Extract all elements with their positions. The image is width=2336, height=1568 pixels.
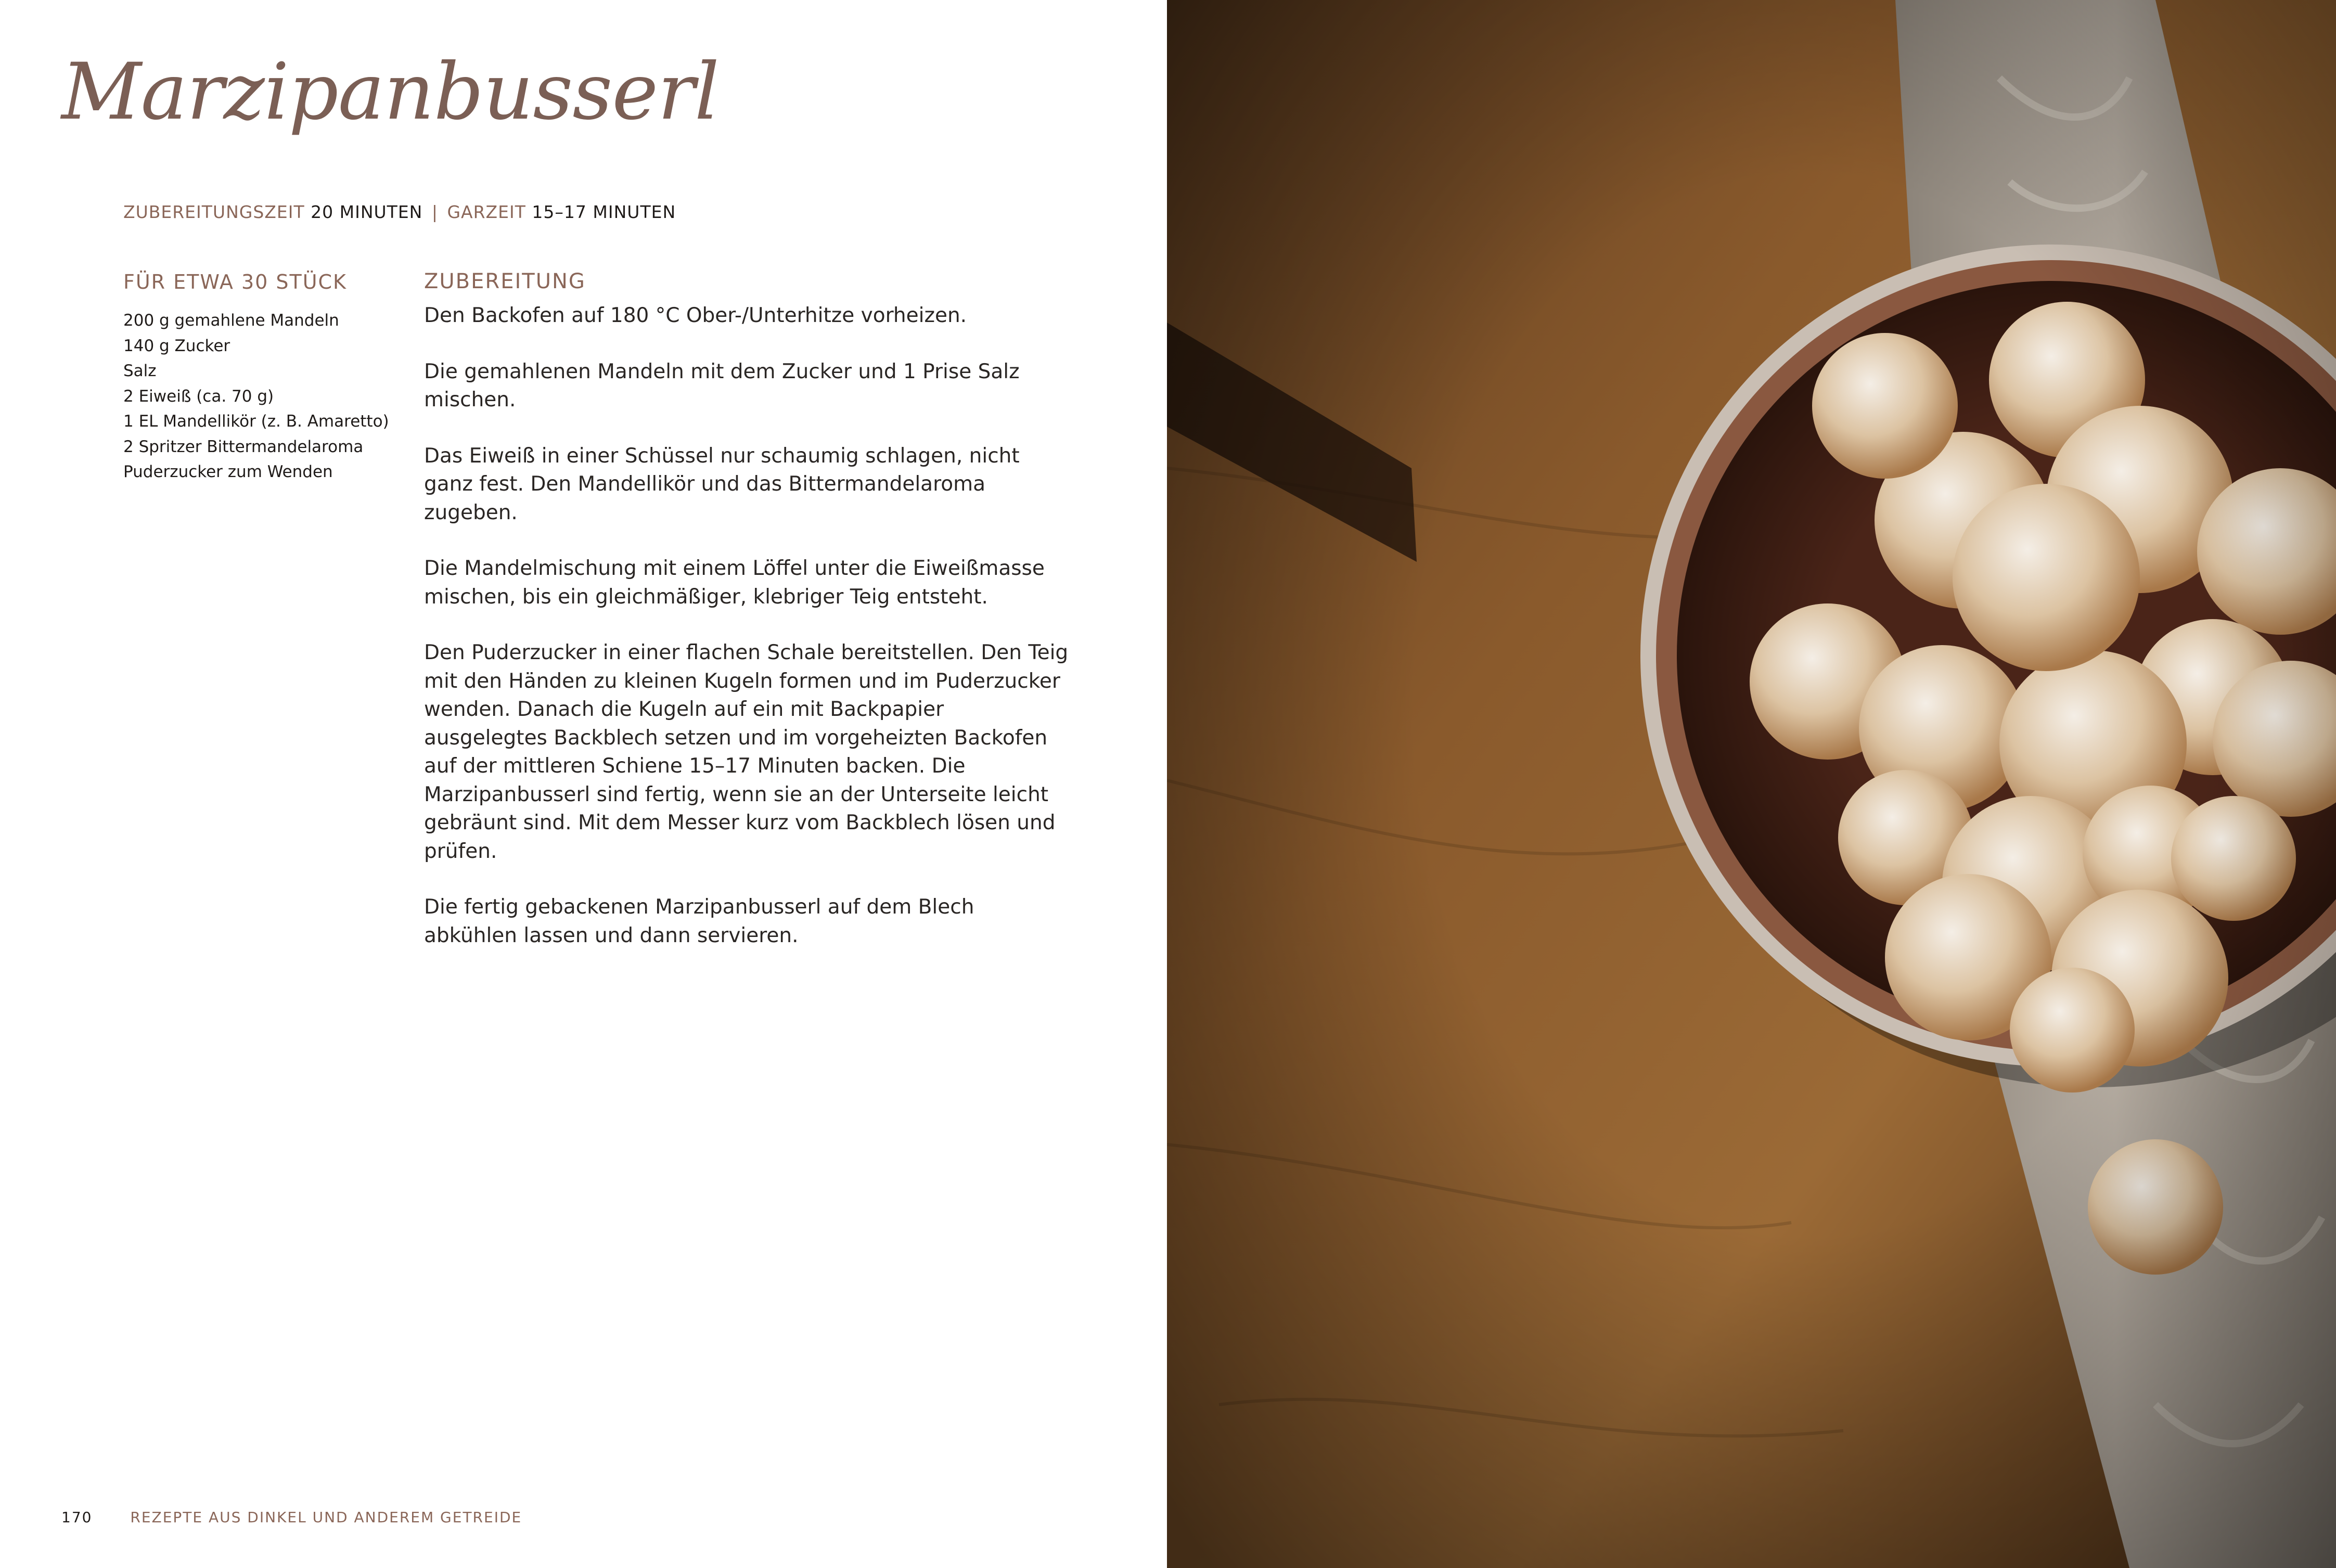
preparation-step: Den Backofen auf 180 °C Ober-/Unterhitze vorheizen. — [424, 304, 967, 327]
preparation-step: Die fertig gebackenen Marzipanbusserl auf dem Blech abkühlen lassen und dann servieren. — [424, 895, 974, 947]
time-separator: | — [431, 202, 438, 222]
ingredient-item: 140 g Zucker — [123, 336, 230, 355]
page-footer — [61, 1509, 522, 1526]
prep-time-value: 20 MINUTEN — [311, 202, 423, 222]
running-title: REZEPTE AUS DINKEL UND ANDEREM GETREIDE — [130, 1509, 522, 1526]
ingredient-item: Puderzucker zum Wenden — [123, 462, 333, 481]
preparation-step: Den Puderzucker in einer flachen Schale bereitstellen. Den Teig mit den Händen zu kleinen Kugeln formen und im Puderzucker wenden. Danach die Kugeln auf ein mit Backpapier ausgelegtes Backblech setzen und im vorgeheizten Backofen auf der mittleren Schiene 15–17 Minuten backen. Die Marzipanbusserl sind fertig, wenn sie an der Unterseite leicht gebräunt sind. Mit dem Messer kurz vom Backblech lösen und prüfen. — [424, 641, 1069, 863]
ingredient-item: Salz — [123, 362, 157, 380]
ingredient-item: 2 Eiweiß (ca. 70 g) — [123, 387, 274, 406]
preparation-step: Die Mandelmischung mit einem Löffel unter die Eiweißmasse mischen, bis ein gleichmäßiger, klebriger Teig entsteht. — [424, 557, 1045, 609]
ingredients-heading: FÜR ETWA 30 STÜCK — [123, 271, 347, 293]
recipe-title: Marzipanbusserl — [61, 47, 719, 137]
prep-time-label: ZUBEREITUNGSZEIT — [123, 202, 305, 222]
bake-time-value: 15–17 MINUTEN — [532, 202, 676, 222]
ingredient-list — [123, 308, 389, 485]
preparation-step: Das Eiweiß in einer Schüssel nur schaumig schlagen, nicht ganz fest. Den Mandellikör und das Bittermandelaroma zugeben. — [424, 444, 1020, 524]
bake-time-label: GARZEIT — [447, 202, 526, 222]
ingredient-item: 200 g gemahlene Mandeln — [123, 311, 339, 330]
ingredient-item: 1 EL Mandellikör (z. B. Amaretto) — [123, 412, 389, 431]
preparation-steps — [424, 302, 1069, 978]
time-info — [123, 202, 676, 222]
preparation-step: Die gemahlenen Mandeln mit dem Zucker und 1 Prise Salz mischen. — [424, 359, 1020, 412]
food-photo — [1167, 0, 2336, 1568]
page-number: 170 — [61, 1509, 93, 1526]
ingredient-item: 2 Spritzer Bittermandelaroma — [123, 437, 364, 456]
preparation-heading: ZUBEREITUNG — [424, 269, 586, 293]
recipe-page — [0, 0, 1167, 1568]
cookie-bowl-photo — [1167, 0, 2336, 1568]
